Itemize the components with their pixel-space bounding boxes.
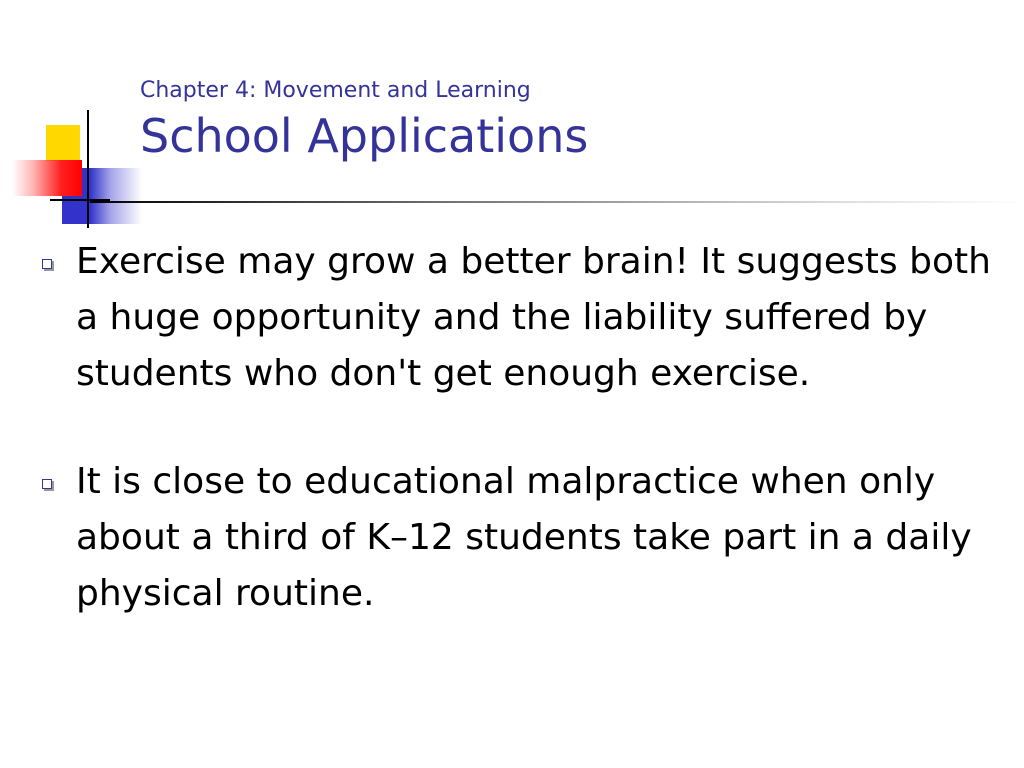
- red-block: [12, 160, 82, 196]
- hollow-square-bullet-icon: [42, 259, 52, 269]
- chapter-subtitle: Chapter 4: Movement and Learning: [140, 78, 531, 103]
- title-block: [140, 76, 1000, 164]
- bullet-text: It is close to educational malpractice when only about a third of K–12 students take part in a daily physical routine.: [76, 461, 972, 614]
- bullet-item: [36, 234, 1006, 402]
- logo-vertical-line: [87, 110, 89, 228]
- slide-title: School Applications: [140, 109, 589, 163]
- bullet-item: [36, 454, 1006, 622]
- bullet-list: [36, 234, 1006, 622]
- bullet-text: Exercise may grow a better brain! It suggests both a huge opportunity and the liability suffered by students who don't get enough exercise.: [76, 241, 991, 394]
- hollow-square-bullet-icon: [42, 479, 52, 489]
- yellow-block: [46, 125, 80, 161]
- color-blocks-logo-icon: [0, 0, 150, 240]
- title-divider: [90, 201, 1024, 203]
